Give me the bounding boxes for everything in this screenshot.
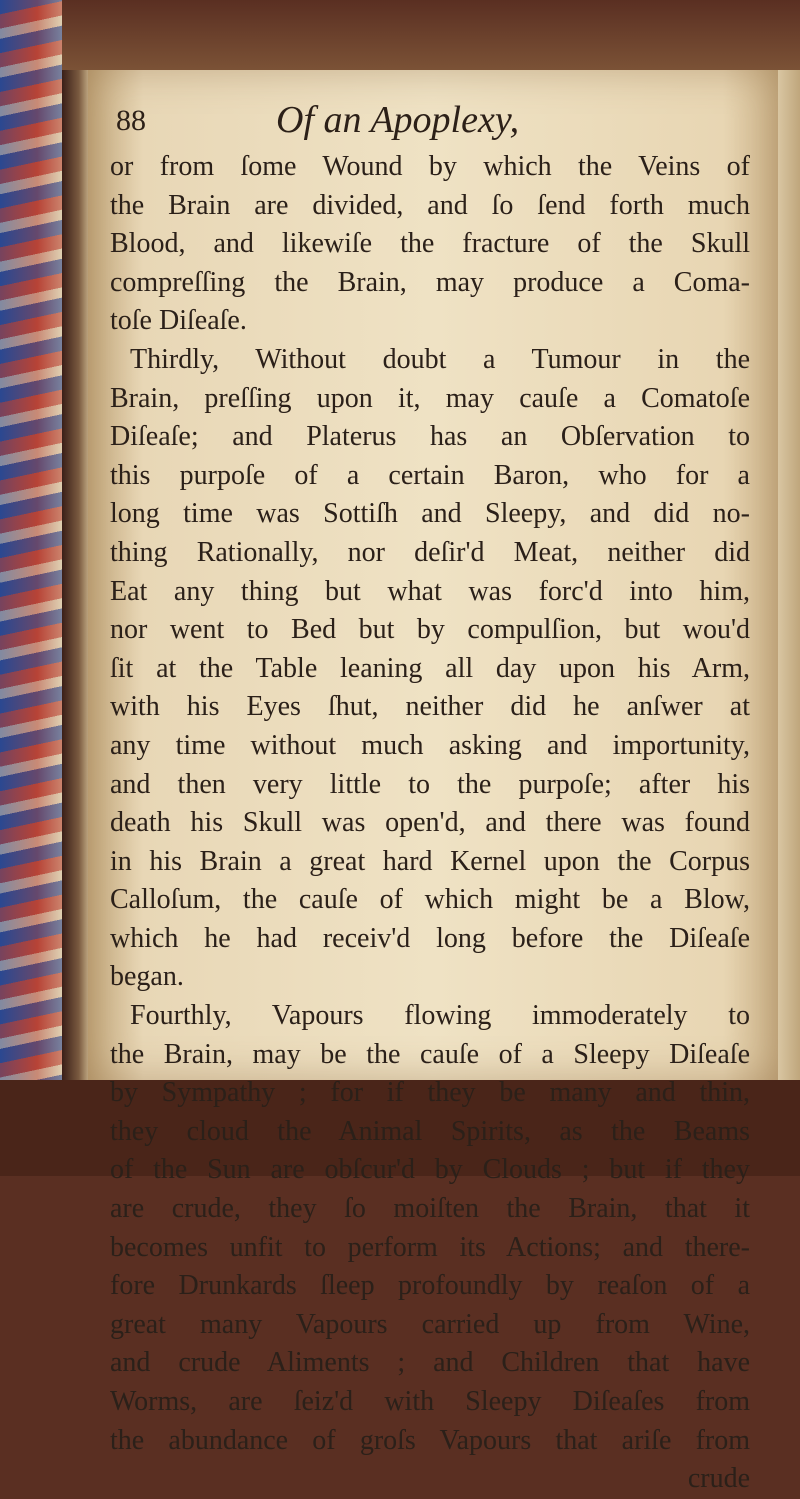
- text-line: Blood, and likewiſe the fracture of the Skull: [110, 228, 750, 260]
- book-gutter: [62, 0, 90, 1176]
- text-line: Worms, are ſeiz'd with Sleepy Diſeaſes from: [110, 1386, 750, 1417]
- text-line: Fourthly, Vapours flowing immoderately to: [130, 1000, 750, 1032]
- text-line: the Brain, may be the cauſe of a Sleepy Diſeaſe: [110, 1038, 750, 1070]
- body-text: [110, 148, 750, 1499]
- text-line: toſe Diſeaſe.: [110, 305, 247, 337]
- text-line: this purpoſe of a certain Baron, who for a: [110, 459, 750, 491]
- text-line: Eat any thing but what was forc'd into him,: [110, 575, 750, 607]
- text-line: long time was Sottiſh and Sleepy, and did no-: [110, 498, 750, 530]
- text-line: thing Rationally, nor deſir'd Meat, neither did: [110, 536, 750, 568]
- text-line: with his Eyes ſhut, neither did he anſwer at: [110, 691, 750, 723]
- text-line: Brain, preſſing upon it, may cauſe a Comatoſe: [110, 382, 750, 414]
- text-line: compreſſing the Brain, may produce a Coma-: [110, 266, 750, 298]
- text-line: are crude, they ſo moiſten the Brain, that it: [110, 1193, 750, 1225]
- book-page: [88, 70, 778, 1495]
- running-title: Of an Apoplexy,: [276, 99, 520, 141]
- text-line: which he had receiv'd long before the Diſeaſe: [110, 922, 750, 954]
- text-line: of the Sun are obſcur'd by Clouds ; but if they: [110, 1154, 750, 1186]
- catchword: crude: [687, 1463, 750, 1495]
- text-line: Thirdly, Without doubt a Tumour in the: [130, 343, 750, 375]
- text-line: they cloud the Animal Spirits, as the Beams: [110, 1115, 750, 1147]
- text-line: ſit at the Table leaning all day upon his Arm,: [110, 652, 750, 684]
- text-line: by Sympathy ; for if they be many and thin,: [110, 1077, 750, 1109]
- top-margin: [62, 0, 800, 70]
- text-line: fore Drunkards ſleep profoundly by reaſon of a: [110, 1270, 750, 1302]
- text-line: Diſeaſe; and Platerus has an Obſervation to: [110, 421, 750, 453]
- next-page-edge: [778, 70, 800, 1080]
- text-line: began.: [110, 961, 184, 993]
- text-line: in his Brain a great hard Kernel upon the Corpus: [110, 845, 750, 877]
- text-line: the Brain are divided, and ſo ſend forth much: [110, 189, 750, 221]
- text-line: and then very little to the purpoſe; after his: [110, 768, 750, 800]
- text-line: great many Vapours carried up from Wine,: [110, 1308, 750, 1340]
- text-line: and crude Aliments ; and Children that have: [110, 1347, 750, 1379]
- page-header: [88, 98, 778, 150]
- text-line: nor went to Bed but by compulſion, but wou'd: [110, 614, 750, 646]
- text-line: or from ſome Wound by which the Veins of: [110, 151, 750, 182]
- text-line: Calloſum, the cauſe of which might be a Blow,: [110, 884, 750, 916]
- page-number: 88: [116, 104, 146, 137]
- marbled-endpaper: [0, 0, 62, 1176]
- text-line: becomes unfit to perform its Actions; and there-: [110, 1231, 750, 1263]
- text-line: the abundance of groſs Vapours that ariſe from: [110, 1424, 750, 1456]
- text-line: any time without much asking and importunity,: [110, 729, 750, 761]
- text-line: death his Skull was open'd, and there was found: [110, 807, 750, 839]
